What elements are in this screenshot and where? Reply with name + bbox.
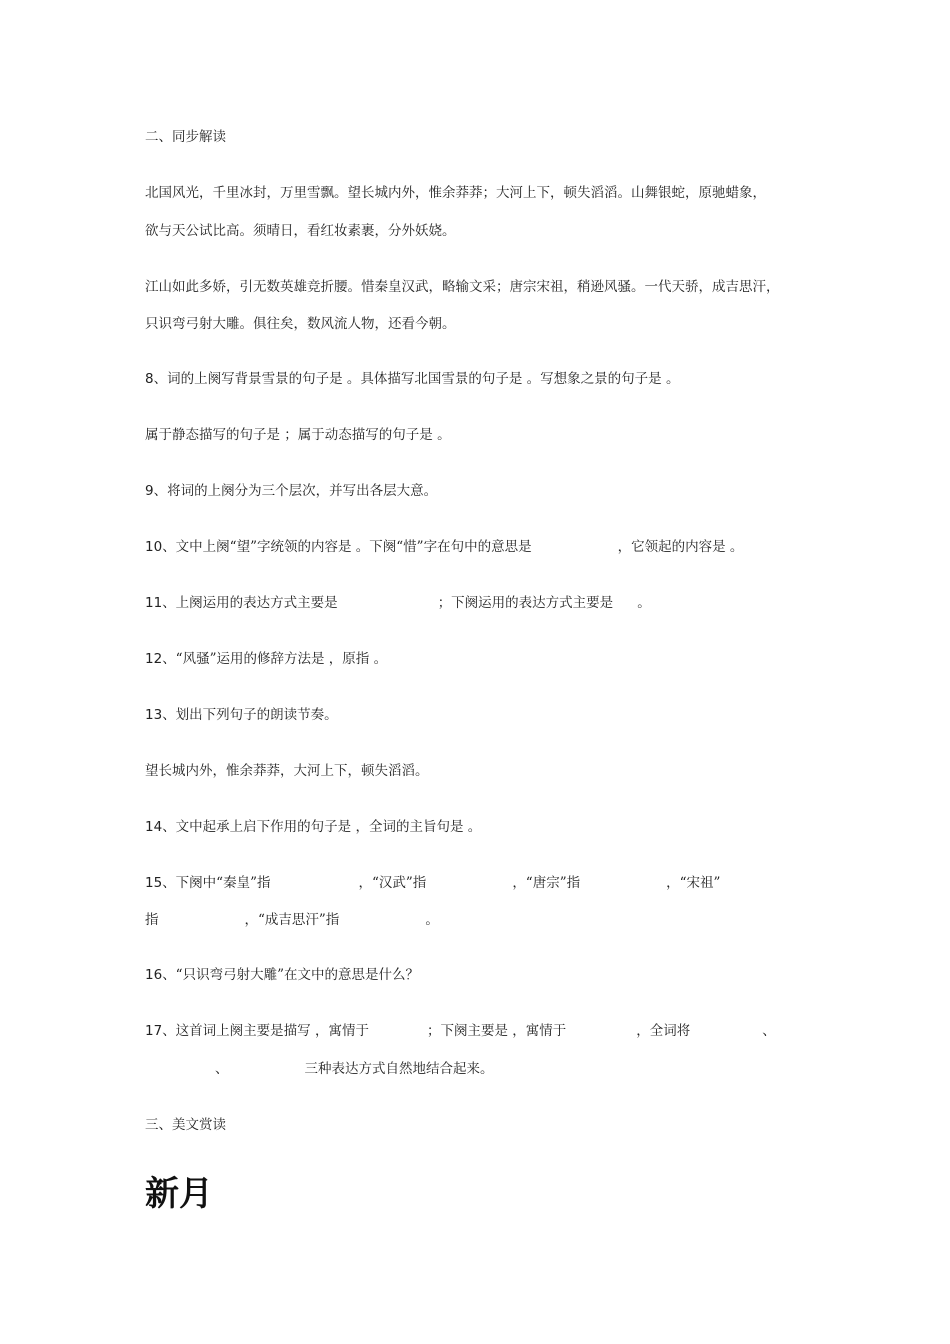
question-text: ，“汉武”指 xyxy=(358,875,427,891)
question-text: 、词的上阕写背景雪景的句子是 。具体描写北国雪景的句子是 。写想象之景的句子是 。 xyxy=(153,371,680,387)
question-text: 。 xyxy=(637,595,651,611)
question-text: 、“只识弯弓射大雕”在文中的意思是什么？ xyxy=(162,967,419,983)
question-text: 、 xyxy=(762,1023,776,1039)
question-text: 、“风骚”运用的修辞方法是 ，原指 。 xyxy=(162,651,388,667)
question-text: ，全词将 xyxy=(636,1023,691,1039)
question-text: ，“宋祖” xyxy=(666,875,721,891)
question-number: 11 xyxy=(145,595,163,611)
question-9 xyxy=(145,481,820,501)
question-8-continued: 属于静态描写的句子是 ；属于动态描写的句子是 。 xyxy=(145,427,451,443)
question-number: 15 xyxy=(145,875,163,891)
poem-line-2: 欲与天公试比高。须晴日，看红妆素裹，分外妖娆。 xyxy=(145,223,456,239)
question-text: 、将词的上阕分为三个层次，并写出各层大意。 xyxy=(153,483,438,499)
question-10 xyxy=(145,537,820,557)
question-text: 、这首词上阕主要是描写 ，寓情于 xyxy=(162,1023,369,1039)
question-number: 8 xyxy=(145,371,154,387)
question-17-continued xyxy=(145,1059,820,1079)
question-13 xyxy=(145,705,820,725)
question-text: 。 xyxy=(425,912,439,928)
question-text: ；下阕运用的表达方式主要是 xyxy=(437,595,614,611)
question-16 xyxy=(145,965,820,985)
question-12 xyxy=(145,649,820,669)
question-number: 9 xyxy=(145,483,154,499)
question-text: ，“成吉思汗”指 xyxy=(244,912,340,928)
question-text: ，“唐宗”指 xyxy=(512,875,581,891)
poem-line-1: 北国风光，千里冰封，万里雪飘。望长城内外，惟余莽莽；大河上下，顿失滔滔。山舞银蛇，原驰蜡象， xyxy=(145,185,766,201)
question-number: 16 xyxy=(145,967,163,983)
question-text: 指 xyxy=(145,912,159,928)
poem-line-4: 只识弯弓射大雕。俱往矣，数风流人物，还看今朝。 xyxy=(145,316,456,332)
question-15 xyxy=(145,873,820,893)
question-number: 10 xyxy=(145,539,163,555)
question-8 xyxy=(145,369,820,389)
question-number: 12 xyxy=(145,651,163,667)
question-number: 14 xyxy=(145,819,163,835)
question-11 xyxy=(145,593,820,613)
question-15-continued xyxy=(145,910,820,930)
question-number: 13 xyxy=(145,707,163,723)
question-text: ；下阕主要是 ，寓情于 xyxy=(426,1023,567,1039)
question-text: ，它领起的内容是 。 xyxy=(617,539,744,555)
question-14 xyxy=(145,817,820,837)
poem-line-3: 江山如此多娇，引无数英雄竞折腰。惜秦皇汉武，略输文采；唐宗宋祖，稍逊风骚。一代天骄，成吉思汗， xyxy=(145,279,780,295)
article-title: 新月 xyxy=(145,1174,213,1214)
question-text: 、文中起承上启下作用的句子是 ，全词的主旨句是 。 xyxy=(162,819,482,835)
question-text: 、下阕中“秦皇”指 xyxy=(162,875,271,891)
question-text: 、文中上阕“望”字统领的内容是 。下阕“惜”字在句中的意思是 xyxy=(162,539,532,555)
section-heading-sync-reading: 二、同步解读 xyxy=(145,129,226,145)
question-13-sentence: 望长城内外，惟余莽莽，大河上下，顿失滔滔。 xyxy=(145,763,429,779)
question-text: 三种表达方式自然地结合起来。 xyxy=(304,1061,494,1077)
question-text: 、上阕运用的表达方式主要是 xyxy=(162,595,338,611)
section-heading-essay-reading: 三、美文赏读 xyxy=(145,1117,226,1133)
question-17 xyxy=(145,1021,820,1041)
question-number: 17 xyxy=(145,1023,163,1039)
question-text: 、划出下列句子的朗读节奏。 xyxy=(162,707,338,723)
question-text: 、 xyxy=(215,1061,229,1077)
